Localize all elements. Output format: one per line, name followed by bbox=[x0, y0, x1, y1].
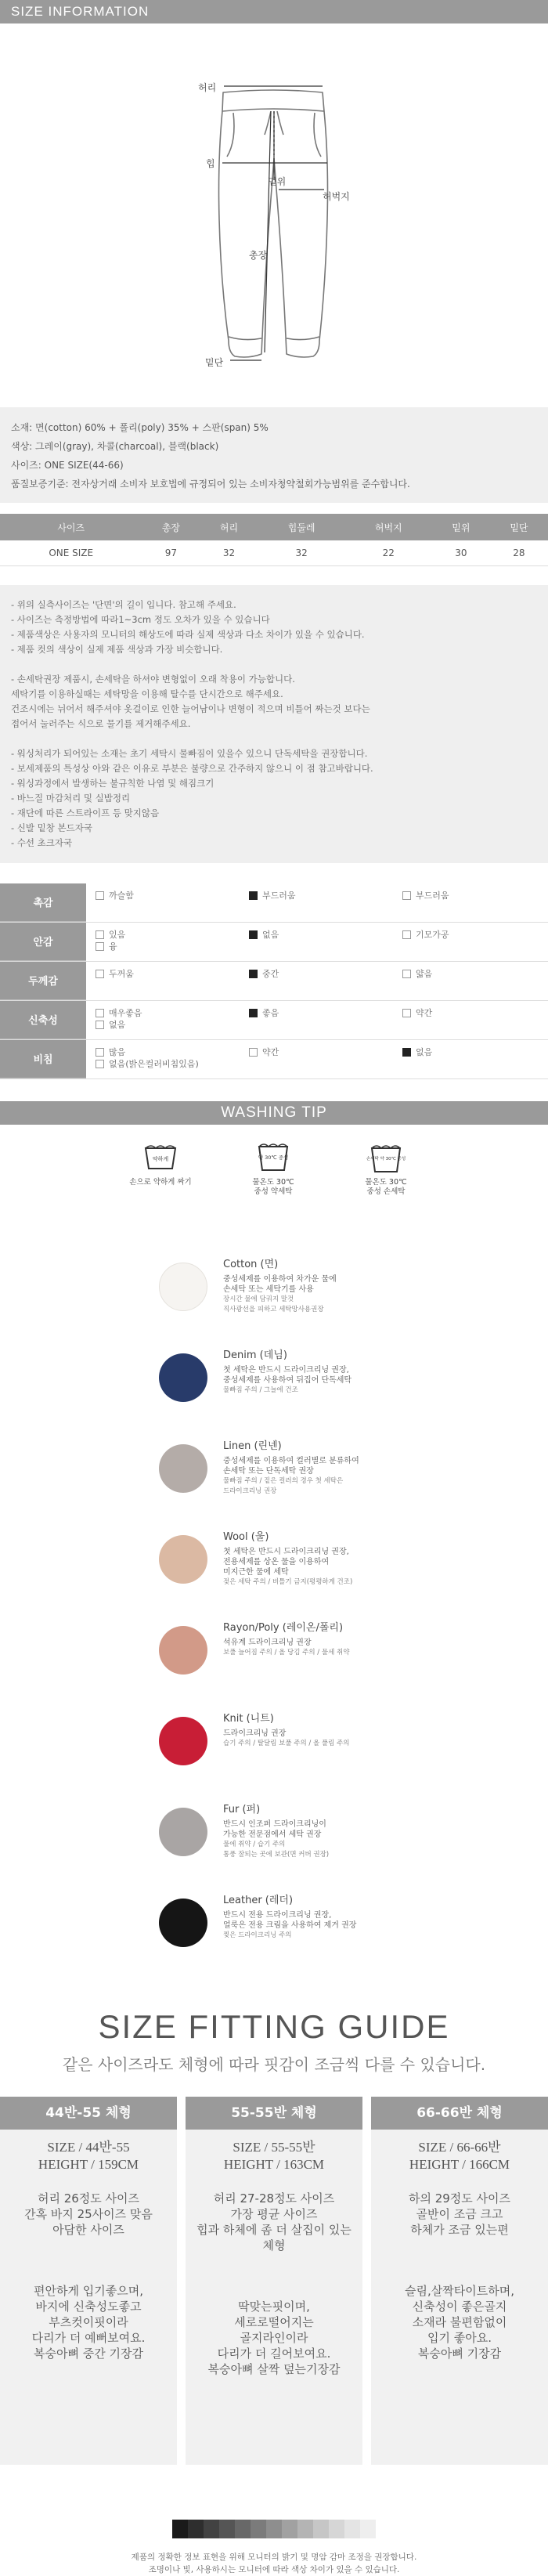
checkbox bbox=[96, 1048, 104, 1057]
checkbox bbox=[249, 1009, 258, 1017]
fabric-swatch bbox=[159, 1899, 207, 1947]
fitting-column bbox=[0, 2097, 177, 2465]
footnote bbox=[0, 2551, 548, 2576]
size-table-header: 허벅지 bbox=[345, 514, 432, 540]
fabric-care-line: 손세탁 또는 단독세탁 권장 bbox=[223, 1466, 314, 1476]
property-option-label: 기모가공 bbox=[416, 929, 449, 940]
property-option-label: 없음 bbox=[416, 1046, 433, 1057]
fitting-note-line: 편안하게 입기좋으며, bbox=[34, 2283, 143, 2298]
fabric-text bbox=[223, 1894, 356, 1985]
gradient-swatch bbox=[297, 2520, 313, 2538]
fitting-column-body bbox=[186, 2130, 362, 2386]
fitting-column-head: 55-55반 체형 bbox=[186, 2097, 362, 2130]
fabric-swatch bbox=[159, 1717, 207, 1765]
table-row bbox=[0, 540, 548, 565]
property-option bbox=[96, 890, 134, 901]
gradient-swatch bbox=[313, 2520, 329, 2538]
fabric-swatch bbox=[159, 1263, 207, 1311]
gradient-swatch bbox=[329, 2520, 344, 2538]
fabric-swatch bbox=[159, 1444, 207, 1493]
checkbox bbox=[402, 930, 411, 939]
checkbox bbox=[96, 1009, 104, 1017]
gradient-swatch bbox=[172, 2520, 188, 2538]
fitting-note-line: 세로로떨어지는 bbox=[234, 2314, 314, 2329]
fitting-columns bbox=[0, 2097, 548, 2465]
fabric-care-line: 손세탁 또는 세탁기를 사용 bbox=[223, 1284, 314, 1294]
fabric-care-note: 물빠짐 주의 / 짙은 컬러의 경우 첫 세탁은 bbox=[223, 1476, 344, 1485]
property-option-cell bbox=[86, 883, 240, 922]
wash-item bbox=[343, 1139, 429, 1214]
fitting-guide-title: SIZE FITTING GUIDE bbox=[98, 2007, 450, 2045]
fitting-size-line: HEIGHT / 166CM bbox=[409, 2156, 510, 2172]
fabric-care-note: 물에 취약 / 습기 주의 bbox=[223, 1840, 286, 1848]
machine-wash-badge: 약 30℃ 중성 bbox=[258, 1154, 289, 1161]
washing-tip-header: WASHING TIP bbox=[0, 1101, 548, 1125]
fabric-properties-grid bbox=[0, 883, 548, 1079]
fitting-description bbox=[377, 2191, 542, 2238]
fitting-description-line: 힙과 하체에 좀 더 살집이 있는 bbox=[196, 2222, 352, 2237]
fabric-care-line: 반드시 전용 드라이크리닝 권장, bbox=[223, 1910, 332, 1920]
property-option bbox=[96, 941, 117, 952]
fitting-description-line: 체형 bbox=[262, 2238, 286, 2253]
fabric-title: Wool (울) bbox=[223, 1530, 269, 1543]
note-line: 세탁기를 이용하실때는 세탁망을 이용해 탈수를 단시간으로 해주세요. bbox=[11, 688, 283, 699]
property-option bbox=[249, 1007, 279, 1019]
fabric-item bbox=[0, 1803, 548, 1894]
fitting-note-line: 골지라인이라 bbox=[240, 2330, 308, 2345]
checkbox bbox=[249, 1048, 258, 1057]
fabric-text bbox=[223, 1530, 352, 1621]
fabric-care-line: 첫 세탁은 반드시 드라이크리닝 권장, bbox=[223, 1547, 349, 1556]
property-options bbox=[86, 1040, 548, 1078]
fitting-column-head: 44반-55 체형 bbox=[0, 2097, 177, 2130]
fitting-column bbox=[371, 2097, 548, 2465]
fitting-description-line: 아담한 사이즈 bbox=[52, 2222, 124, 2237]
size-table-header: 사이즈 bbox=[0, 514, 142, 540]
size-table-header: 힙둘레 bbox=[258, 514, 345, 540]
property-row bbox=[0, 962, 548, 1001]
fitting-description-line: 간혹 바지 25사이즈 맞음 bbox=[24, 2206, 153, 2221]
property-option-label: 없음 bbox=[109, 1019, 126, 1030]
property-row bbox=[0, 1040, 548, 1079]
property-options bbox=[86, 883, 548, 922]
fabric-care-line: 드라이크리닝 권장 bbox=[223, 1729, 287, 1738]
fitting-note-line: 다리가 더 길어보여요. bbox=[217, 2346, 331, 2361]
fitting-description bbox=[6, 2191, 171, 2238]
fabric-care-line: 가능한 전문점에서 세탁 권장 bbox=[223, 1830, 322, 1839]
property-option bbox=[96, 1058, 199, 1070]
note-gap bbox=[11, 732, 537, 746]
property-option-label: 까슬함 bbox=[109, 890, 134, 901]
pants-illustration bbox=[0, 23, 548, 407]
property-option bbox=[249, 968, 279, 980]
fitting-note-line: 복숭아뼈 기장감 bbox=[417, 2346, 502, 2361]
note-line: - 수선 초크자국 bbox=[11, 836, 73, 848]
fitting-column bbox=[186, 2097, 362, 2465]
fabric-title: Cotton (면) bbox=[223, 1258, 279, 1270]
fitting-size-line: SIZE / 55-55반 bbox=[233, 2139, 315, 2155]
property-option bbox=[96, 1046, 125, 1058]
note-line: - 위의 실측사이즈는 '단면'의 길이 입니다. 참고해 주세요. bbox=[11, 598, 236, 610]
property-option-label: 매우좋음 bbox=[109, 1007, 142, 1018]
note-line: 접어서 눌러주는 식으로 물기를 제거해주세요. bbox=[11, 717, 191, 729]
size-information-header: SIZE INFORMATION bbox=[0, 0, 548, 23]
fitting-description-line: 하체가 조금 있는편 bbox=[410, 2222, 509, 2237]
note-line: - 제품색상은 사용자의 모니터의 해상도에 따라 실제 색상과 다소 차이가 있을 수 있습니다. bbox=[11, 628, 365, 640]
pants-diagram bbox=[0, 23, 548, 407]
hem-label: 밑단 bbox=[205, 357, 224, 368]
monitor-gradient-strip bbox=[0, 2520, 548, 2538]
hand-wash-tub-badge: 약하게 bbox=[152, 1155, 169, 1162]
gradient-swatch bbox=[266, 2520, 282, 2538]
property-option-label: 얇음 bbox=[416, 968, 433, 979]
property-option bbox=[402, 1046, 432, 1058]
wash-item bbox=[117, 1139, 204, 1214]
checkbox bbox=[249, 970, 258, 978]
rise-label: 밑위 bbox=[268, 176, 287, 187]
material-info bbox=[0, 407, 548, 503]
property-option bbox=[96, 929, 125, 941]
table-cell: 22 bbox=[345, 540, 432, 565]
fabric-care-line: 전용세제를 상온 물을 이용하여 bbox=[223, 1557, 330, 1566]
property-row bbox=[0, 1001, 548, 1040]
size-table-header: 허리 bbox=[200, 514, 258, 540]
fitting-description-line: 허리 26정도 사이즈 bbox=[37, 2191, 140, 2206]
property-option bbox=[249, 929, 279, 941]
fabric-text bbox=[223, 1258, 337, 1349]
property-option-cell bbox=[240, 1001, 393, 1039]
thigh-label: 허벅지 bbox=[323, 191, 350, 202]
property-option-label: 없음(밝은컬러비침있음) bbox=[109, 1058, 199, 1069]
property-option bbox=[96, 1019, 125, 1031]
fitting-note-line: 딱맞는핏이며, bbox=[238, 2299, 310, 2314]
fabric-care-note: 젖은 세탁 주의 / 비틀기 금지(평평하게 건조) bbox=[223, 1577, 353, 1586]
property-option-cell bbox=[393, 883, 546, 922]
footnote-line: 제품의 정확한 정보 표현을 위해 모니터의 밝기 및 명암 감마 조정을 권장합니다. bbox=[131, 2552, 417, 2562]
notes-box bbox=[0, 585, 548, 863]
checkbox bbox=[402, 891, 411, 900]
fabric-care-note: 찢은 드라이크리닝 주의 bbox=[223, 1931, 292, 1939]
property-option-label: 융 bbox=[109, 941, 117, 952]
fabric-care-line: 미지근한 물에 세탁 bbox=[223, 1567, 289, 1577]
size-table-header: 밑위 bbox=[432, 514, 490, 540]
hand-wash-badge: 손세탁 약 30℃ 중성 bbox=[366, 1156, 406, 1162]
fabric-care-note: 물빠짐 주의 / 그늘에 건조 bbox=[223, 1386, 298, 1394]
fitting-note-line: 슬림,살짝타이트하며, bbox=[405, 2283, 514, 2298]
note-line: - 보세제품의 특성상 아와 같은 이유로 부분은 불량으로 간주하지 않으니 이 점 참고바랍니다. bbox=[11, 762, 373, 774]
wash-item bbox=[230, 1139, 316, 1214]
property-name: 신축성 bbox=[0, 1001, 86, 1039]
checkbox bbox=[402, 970, 411, 978]
size-table-header: 총장 bbox=[142, 514, 200, 540]
fitting-note-line: 부츠컷이핏이라 bbox=[49, 2314, 128, 2329]
fitting-note-line: 바지에 신축성도좋고 bbox=[35, 2299, 142, 2314]
note-line: - 신발 밑창 본드자국 bbox=[11, 822, 92, 833]
fitting-note-line: 복숭아뼈 살짝 덮는기장감 bbox=[207, 2361, 341, 2376]
fabric-text bbox=[223, 1440, 359, 1530]
fabric-item bbox=[0, 1621, 548, 1712]
property-option bbox=[402, 929, 449, 941]
fitting-size-line: SIZE / 44반-55 bbox=[47, 2139, 130, 2155]
checkbox bbox=[402, 1048, 411, 1057]
property-option bbox=[96, 968, 134, 980]
hip-label: 힙 bbox=[206, 158, 215, 169]
property-option-cell bbox=[86, 962, 240, 1000]
property-option-label: 많음 bbox=[109, 1046, 126, 1057]
property-option-cell bbox=[240, 1040, 393, 1078]
fabric-care-line: 중성세제를 이용하여 컬러별로 분류하여 bbox=[223, 1456, 359, 1465]
fabric-care-note: 습기 주의 / 탈달림 보풀 주의 / 올 풀림 주의 bbox=[223, 1739, 350, 1747]
checkbox bbox=[249, 930, 258, 939]
hand-wash-tub-icon bbox=[143, 1139, 178, 1175]
note-gap bbox=[11, 657, 537, 672]
fitting-note-line: 입기 좋아요. bbox=[427, 2330, 492, 2345]
fitting-description bbox=[192, 2191, 356, 2253]
property-option-label: 약간 bbox=[416, 1007, 433, 1018]
property-option-label: 중간 bbox=[262, 968, 279, 979]
property-name: 두께감 bbox=[0, 962, 86, 1000]
fabric-care-line: 첫 세탁은 반드시 드라이크리닝 권장, bbox=[223, 1365, 349, 1375]
property-option bbox=[402, 1007, 432, 1019]
note-line: - 사이즈는 측정방법에 따라1~3cm 정도 오차가 있을 수 있습니다 bbox=[11, 613, 270, 625]
table-cell: 32 bbox=[258, 540, 345, 565]
fitting-column-body bbox=[0, 2130, 177, 2371]
property-options bbox=[86, 1001, 548, 1039]
fitting-size-line: HEIGHT / 163CM bbox=[223, 2156, 325, 2172]
checkbox bbox=[96, 970, 104, 978]
fitting-guide-subtitle: 같은 사이즈라도 체형에 따라 핏감이 조금씩 다를 수 있습니다. bbox=[62, 2054, 486, 2074]
wash-caption: 중성 손세탁 bbox=[366, 1187, 406, 1196]
fitting-size bbox=[6, 2139, 171, 2173]
fabric-item bbox=[0, 1894, 548, 1985]
property-option-label: 없음 bbox=[262, 929, 279, 940]
property-option-cell bbox=[240, 923, 393, 961]
table-cell: 30 bbox=[432, 540, 490, 565]
material-warranty: 품질보증기준: 전자상거래 소비자 보호법에 규정되어 있는 소비자청약철회가능범위를 준수합니다. bbox=[11, 479, 410, 490]
machine-wash-icon bbox=[256, 1139, 290, 1175]
fabric-title: Fur (퍼) bbox=[223, 1803, 261, 1815]
property-option-label: 약간 bbox=[262, 1046, 279, 1057]
checkbox bbox=[96, 942, 104, 951]
property-option-cell bbox=[393, 1001, 546, 1039]
fitting-description-line: 골반이 조금 크고 bbox=[416, 2206, 503, 2221]
waist-label: 허리 bbox=[198, 82, 217, 93]
wash-caption: 손으로 약하게 짜기 bbox=[129, 1177, 192, 1187]
fabric-title: Denim (데님) bbox=[223, 1349, 287, 1361]
fabric-care-note: 장시간 물에 담궈지 말것 bbox=[223, 1295, 294, 1303]
length-label: 총장 bbox=[249, 250, 268, 261]
property-option bbox=[249, 1046, 279, 1058]
fitting-description-line: 가장 평균 사이즈 bbox=[230, 2206, 318, 2221]
fabric-text bbox=[223, 1712, 349, 1803]
note-line: - 바느질 마감처리 및 실밥정리 bbox=[11, 792, 131, 804]
gradient-swatch bbox=[235, 2520, 251, 2538]
wash-caption: 물온도 30℃ bbox=[365, 1177, 407, 1187]
fabric-care-line: 중성세제를 이용하여 차가운 물에 bbox=[223, 1274, 337, 1284]
gradient-swatch bbox=[204, 2520, 219, 2538]
checkbox bbox=[402, 1009, 411, 1017]
property-option-cell bbox=[393, 962, 546, 1000]
fitting-note bbox=[6, 2283, 171, 2361]
fabric-care-list bbox=[0, 1258, 548, 1985]
fitting-description-line: 하의 29정도 사이즈 bbox=[408, 2191, 511, 2206]
fitting-note bbox=[377, 2283, 542, 2361]
property-option bbox=[402, 968, 432, 980]
property-option-cell bbox=[86, 923, 240, 961]
washing-icons bbox=[0, 1139, 548, 1214]
fitting-note-line: 다리가 더 예뻐보여요. bbox=[31, 2330, 146, 2345]
checkbox bbox=[96, 1060, 104, 1068]
property-options bbox=[86, 923, 548, 961]
fabric-text bbox=[223, 1803, 329, 1894]
wash-caption: 물온도 30℃ bbox=[252, 1177, 294, 1187]
checkbox bbox=[96, 930, 104, 939]
fabric-care-line: 석유계 드라이크리닝 권장 bbox=[223, 1638, 312, 1647]
note-line: - 워싱처리가 되어있는 소재는 초기 세탁시 물빠짐이 있을수 있으니 단독세탁을 권장합니다. bbox=[11, 747, 368, 759]
wash-caption: 중성 약세탁 bbox=[254, 1187, 293, 1196]
fitting-size bbox=[377, 2139, 542, 2173]
size-table bbox=[0, 514, 548, 566]
property-name: 비침 bbox=[0, 1040, 86, 1078]
property-option-cell bbox=[86, 1001, 240, 1039]
property-option bbox=[249, 890, 296, 901]
material-color: 색상: 그레이(gray), 차콜(charcoal), 블랙(black) bbox=[11, 441, 219, 452]
gradient-swatch bbox=[360, 2520, 376, 2538]
fitting-description-line: 허리 27-28정도 사이즈 bbox=[213, 2191, 335, 2206]
property-option-label: 좋음 bbox=[262, 1007, 279, 1018]
gradient-swatch bbox=[188, 2520, 204, 2538]
property-options bbox=[86, 962, 548, 1000]
fabric-care-note: 통풍 잘되는 곳에 보관(면 커버 권장) bbox=[223, 1850, 330, 1859]
size-table-header: 밑단 bbox=[490, 514, 548, 540]
fabric-item bbox=[0, 1258, 548, 1349]
property-option-cell bbox=[240, 962, 393, 1000]
checkbox bbox=[249, 891, 258, 900]
property-row bbox=[0, 923, 548, 962]
fabric-title: Rayon/Poly (레이온/폴리) bbox=[223, 1621, 344, 1634]
property-option-label: 부드러움 bbox=[416, 890, 449, 901]
gradient-swatch bbox=[251, 2520, 266, 2538]
fabric-care-note: 직사광선을 피하고 세탁망사용권장 bbox=[223, 1305, 324, 1313]
table-cell: ONE SIZE bbox=[0, 540, 142, 565]
fabric-care-line: 중성세제를 사용하여 뒤집어 단독세탁 bbox=[223, 1375, 352, 1385]
hand-wash-icon bbox=[366, 1139, 406, 1175]
fabric-title: Leather (레더) bbox=[223, 1894, 294, 1906]
fabric-swatch bbox=[159, 1535, 207, 1584]
checkbox bbox=[96, 891, 104, 900]
fabric-item bbox=[0, 1530, 548, 1621]
fitting-size-line: SIZE / 66-66반 bbox=[418, 2139, 501, 2155]
fitting-column-head: 66-66반 체형 bbox=[371, 2097, 548, 2130]
property-option bbox=[96, 1007, 142, 1019]
fabric-care-line: 반드시 인조퍼 드라이크리닝이 bbox=[223, 1819, 326, 1829]
fabric-title: Linen (린넨) bbox=[223, 1440, 282, 1452]
fitting-note bbox=[192, 2299, 356, 2377]
fitting-note-line: 신축성이 좋은골지 bbox=[412, 2299, 507, 2314]
property-name: 안감 bbox=[0, 923, 86, 961]
gradient-swatch bbox=[219, 2520, 235, 2538]
fitting-note-line: 소재라 불편함없이 bbox=[412, 2314, 507, 2329]
fabric-swatch bbox=[159, 1808, 207, 1856]
note-line: 건조시에는 뉘어서 해주셔야 옷걸이로 인한 늘어남이나 변형이 적으며 비틀어 짜는것 보다는 bbox=[11, 703, 370, 714]
property-option-cell bbox=[393, 1040, 546, 1078]
fabric-swatch bbox=[159, 1353, 207, 1402]
table-cell: 28 bbox=[490, 540, 548, 565]
gradient-swatch bbox=[282, 2520, 297, 2538]
fitting-size bbox=[192, 2139, 356, 2173]
property-option-label: 부드러움 bbox=[262, 890, 296, 901]
property-option-cell bbox=[240, 883, 393, 922]
fabric-item bbox=[0, 1349, 548, 1440]
fitting-size-line: HEIGHT / 159CM bbox=[38, 2156, 139, 2172]
table-cell: 97 bbox=[142, 540, 200, 565]
property-option-label: 있음 bbox=[109, 929, 126, 940]
fabric-item bbox=[0, 1440, 548, 1530]
gradient-swatch bbox=[344, 2520, 360, 2538]
footnote-line: 조명이나 빛, 사용하시는 모니터에 따라 색상 차이가 있을 수 있습니다. bbox=[148, 2564, 400, 2574]
property-option-cell bbox=[86, 1040, 240, 1078]
fabric-item bbox=[0, 1712, 548, 1803]
fabric-title: Knit (니트) bbox=[223, 1712, 274, 1725]
note-line: - 제품 컷의 색상이 실제 제품 색상과 가장 비슷합니다. bbox=[11, 643, 223, 655]
property-option-cell bbox=[393, 923, 546, 961]
checkbox bbox=[96, 1021, 104, 1029]
fabric-care-note: 보풀 늘어짐 주의 / 올 당김 주의 / 물세 취약 bbox=[223, 1648, 350, 1657]
fabric-care-note: 드라이크리닝 권장 bbox=[223, 1487, 277, 1495]
property-row bbox=[0, 883, 548, 923]
note-line: - 재단에 따른 스트라이프 등 맞지않음 bbox=[11, 807, 160, 818]
fabric-text bbox=[223, 1621, 349, 1712]
property-name: 촉감 bbox=[0, 883, 86, 922]
fabric-care-line: 얼룩은 전용 크림을 사용하여 제거 권장 bbox=[223, 1920, 357, 1930]
fabric-swatch bbox=[159, 1626, 207, 1675]
material-fabric: 소재: 면(cotton) 60% + 폴리(poly) 35% + 스판(span) 5% bbox=[11, 422, 269, 433]
material-size: 사이즈: ONE SIZE(44-66) bbox=[11, 460, 124, 471]
property-option bbox=[402, 890, 449, 901]
fitting-note-line: 복숭아뼈 중간 기장감 bbox=[34, 2346, 143, 2361]
table-cell: 32 bbox=[200, 540, 258, 565]
fitting-column-body bbox=[371, 2130, 548, 2371]
property-option-label: 두꺼움 bbox=[109, 968, 134, 979]
note-line: - 워싱과정에서 발생하는 불규칙한 나염 및 해짐크기 bbox=[11, 777, 215, 789]
size-table-header-row bbox=[0, 514, 548, 540]
note-line: - 손세탁권장 제품시, 손세탁을 하셔야 변형없이 오래 착용이 가능합니다. bbox=[11, 673, 295, 685]
fabric-text bbox=[223, 1349, 352, 1440]
